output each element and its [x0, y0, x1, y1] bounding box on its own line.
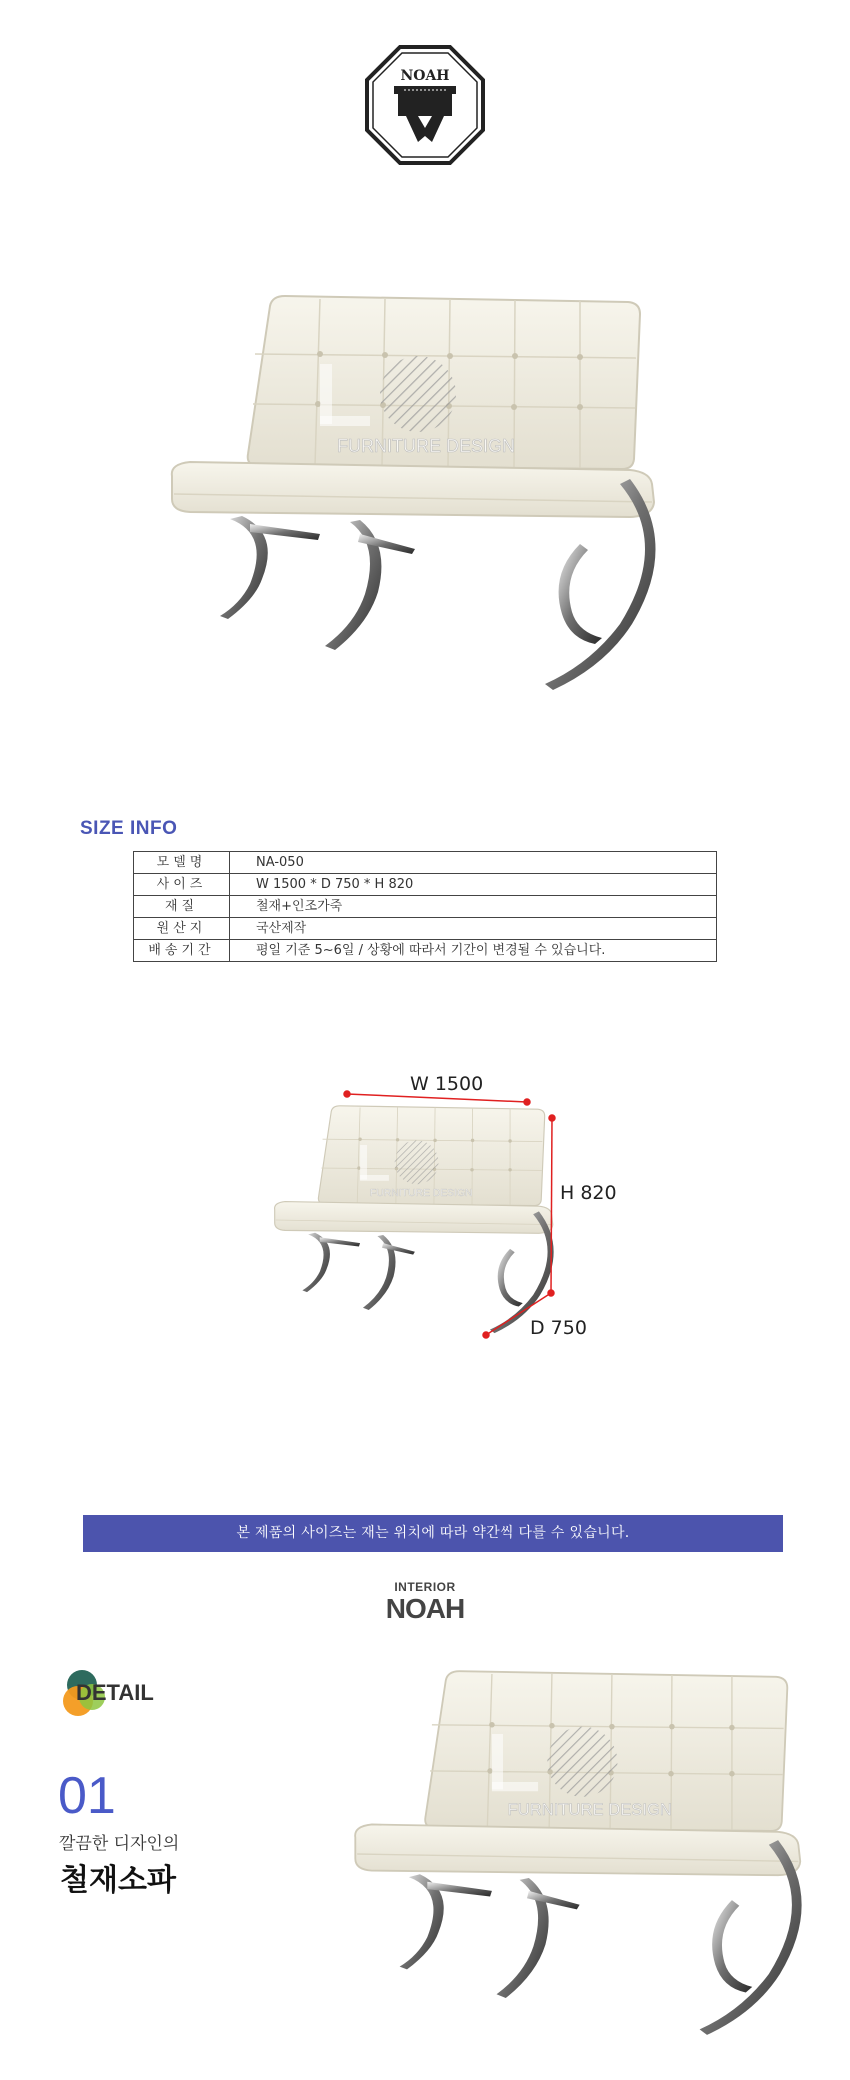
spec-label-material: 재질	[134, 896, 230, 918]
brand-interior-text: INTERIOR	[394, 1580, 456, 1594]
detail-subtitle: 깔끔한 디자인의	[59, 1834, 180, 1854]
svg-text:NOAH: NOAH	[400, 68, 450, 84]
watermark-text: FURNITURE DESIGN	[369, 1187, 473, 1199]
sofa-detail-image	[335, 1665, 815, 2043]
size-info-title: SIZE INFO	[80, 818, 178, 839]
dimension-point	[344, 1091, 350, 1097]
spec-value-size: W 1500 * D 750 * H 820	[230, 874, 717, 896]
spec-value-material: 철재+인조가죽	[230, 896, 717, 918]
detail-headline: 철재소파	[60, 1863, 176, 1898]
detail-label: DETAIL	[76, 1680, 154, 1705]
spec-value-model: NA-050	[230, 852, 717, 874]
watermark-text: FURNITURE DESIGN	[336, 436, 516, 456]
spec-label-origin: 원산지	[134, 918, 230, 940]
watermark-text: FURNITURE DESIGN	[507, 1800, 672, 1820]
spec-value-origin: 국산제작	[230, 918, 717, 940]
spec-label-delivery: 배송기간	[134, 940, 230, 962]
spec-label-size: 사이즈	[134, 874, 230, 896]
detail-number: 01	[58, 1767, 116, 1825]
spec-value-delivery: 평일 기준 5~6일 / 상황에 따라서 기간이 변경될 수 있습니다.	[230, 940, 717, 962]
dimension-depth-label: D 750	[530, 1317, 587, 1339]
size-notice-banner: 본 제품의 사이즈는 재는 위치에 따라 약간씩 다를 수 있습니다.	[83, 1515, 783, 1552]
brand-noah-text: NOAH	[385, 1593, 465, 1624]
spec-label-model: 모델명	[134, 852, 230, 874]
dimension-point	[483, 1332, 489, 1338]
dimension-height-label: H 820	[560, 1182, 617, 1204]
dimension-width-label: W 1500	[410, 1073, 484, 1095]
dimension-point	[524, 1099, 530, 1105]
dimension-point	[549, 1115, 555, 1121]
